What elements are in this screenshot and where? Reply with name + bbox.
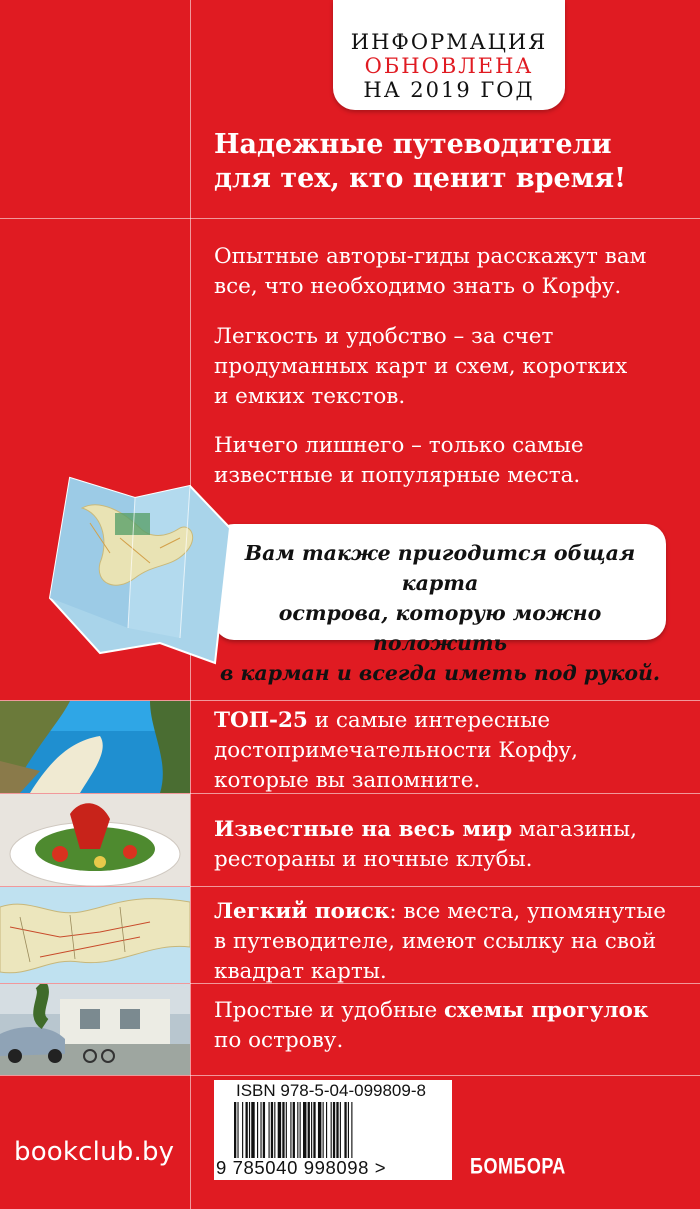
text-line bbox=[214, 706, 684, 736]
barcode-bar bbox=[246, 1102, 248, 1158]
text-line: квадрат карты. bbox=[214, 959, 387, 984]
barcode-bar bbox=[318, 1102, 321, 1158]
barcode-bar bbox=[308, 1102, 310, 1158]
text-line bbox=[214, 996, 684, 1026]
barcode-bar bbox=[323, 1102, 324, 1158]
text-line: по острову. bbox=[214, 1028, 344, 1053]
text-line: Опытные авторы-гиды расскажут вам bbox=[214, 244, 647, 269]
barcode-bar bbox=[351, 1102, 352, 1158]
barcode-bar bbox=[234, 1102, 236, 1158]
headline-line-2: для тех, кто ценит время! bbox=[214, 163, 626, 194]
barcode-bar bbox=[282, 1102, 284, 1158]
barcode-bar bbox=[271, 1102, 273, 1158]
text-line: в путеводителе, имеют ссылку на свой bbox=[214, 929, 657, 954]
barcode-bar bbox=[313, 1102, 315, 1158]
text-line: достопримечательности Корфу, bbox=[214, 738, 578, 763]
feature-walks bbox=[214, 996, 684, 1056]
headline bbox=[214, 128, 684, 196]
divider-line bbox=[0, 218, 700, 219]
barcode-bar bbox=[237, 1102, 238, 1158]
barcode-bar bbox=[257, 1102, 258, 1158]
feature-bold: Известные на весь мир bbox=[214, 817, 513, 842]
isbn-text: ISBN 978-5-04-099809-8 bbox=[236, 1081, 426, 1100]
info-updated-badge bbox=[333, 0, 565, 110]
barcode-bar bbox=[297, 1102, 298, 1158]
barcode-bar bbox=[340, 1102, 341, 1158]
badge-line-1: ИНФОРМАЦИЯ bbox=[350, 30, 548, 54]
feature-bold: ТОП-25 bbox=[214, 708, 308, 733]
text-line: продуманных карт и схем, коротких bbox=[214, 354, 628, 379]
feature-bold: схемы прогулок bbox=[444, 998, 649, 1023]
intro-paragraph-2 bbox=[214, 322, 684, 412]
barcode-digits: 9 785040 998098 > bbox=[216, 1157, 387, 1178]
barcode-bar bbox=[303, 1102, 306, 1158]
badge-line-3: НА 2019 ГОД bbox=[363, 78, 535, 102]
intro-paragraph-1 bbox=[214, 242, 684, 302]
food-photo bbox=[0, 794, 190, 886]
feature-text: : все места, упомянутые bbox=[389, 899, 666, 924]
barcode-bar bbox=[311, 1102, 312, 1158]
barcode-bar bbox=[251, 1102, 254, 1158]
text-line: рестораны и ночные клубы. bbox=[214, 847, 533, 872]
barcode-bar bbox=[326, 1102, 327, 1158]
barcode-bar bbox=[331, 1102, 332, 1158]
text-line: Легкость и удобство – за счет bbox=[214, 324, 554, 349]
text-line: которые вы запомните. bbox=[214, 768, 481, 793]
barcode-bars bbox=[234, 1102, 448, 1158]
barcode-bar bbox=[290, 1102, 291, 1158]
barcode-bar bbox=[336, 1102, 338, 1158]
isbn-barcode bbox=[214, 1080, 452, 1180]
street-photo bbox=[0, 984, 190, 1075]
folded-map-image bbox=[40, 468, 230, 668]
feature-search bbox=[214, 897, 684, 987]
barcode-bar bbox=[242, 1102, 243, 1158]
barcode-bar bbox=[249, 1102, 250, 1158]
text-line bbox=[214, 897, 684, 927]
publisher-logo: БОМБОРА bbox=[470, 1153, 566, 1179]
barcode-bar bbox=[333, 1102, 335, 1158]
feature-text: Простые и удобные bbox=[214, 998, 445, 1023]
feature-top25 bbox=[214, 706, 684, 796]
barcode-bar bbox=[300, 1102, 301, 1158]
text-line: известные и популярные места. bbox=[214, 463, 581, 488]
barcode-bar bbox=[260, 1102, 261, 1158]
barcode-bar bbox=[344, 1102, 346, 1158]
text-line: острова, которую можно положить bbox=[278, 601, 602, 655]
feature-text: и самые интересные bbox=[307, 708, 551, 733]
feature-bold: Легкий поиск bbox=[214, 899, 390, 924]
website-label: bookclub.by bbox=[14, 1137, 175, 1167]
barcode-bar bbox=[286, 1102, 287, 1158]
badge-line-2: ОБНОВЛЕНА bbox=[364, 54, 534, 78]
text-line bbox=[214, 815, 684, 845]
barcode-bar bbox=[263, 1102, 265, 1158]
text-line: все, что необходимо знать о Корфу. bbox=[214, 274, 622, 299]
barcode-bar bbox=[274, 1102, 275, 1158]
intro-paragraph-3 bbox=[214, 431, 684, 491]
text-line: Вам также пригодится общая карта bbox=[244, 541, 636, 595]
barcode-bar bbox=[269, 1102, 270, 1158]
feature-text: магазины, bbox=[512, 817, 637, 842]
map-fragment-photo bbox=[0, 887, 190, 983]
text-line: Ничего лишнего – только самые bbox=[214, 433, 584, 458]
text-line: в карман и всегда иметь под рукой. bbox=[219, 661, 661, 685]
text-line: и емких текстов. bbox=[214, 384, 406, 409]
barcode-bar bbox=[293, 1102, 295, 1158]
headline-line-1: Надежные путеводители bbox=[214, 129, 612, 160]
feature-shops bbox=[214, 815, 684, 875]
barcode-bar bbox=[278, 1102, 281, 1158]
divider-line bbox=[0, 1075, 700, 1076]
beach-photo bbox=[0, 701, 190, 793]
map-callout bbox=[214, 524, 666, 685]
callout-text bbox=[214, 538, 666, 688]
barcode-bar bbox=[348, 1102, 349, 1158]
